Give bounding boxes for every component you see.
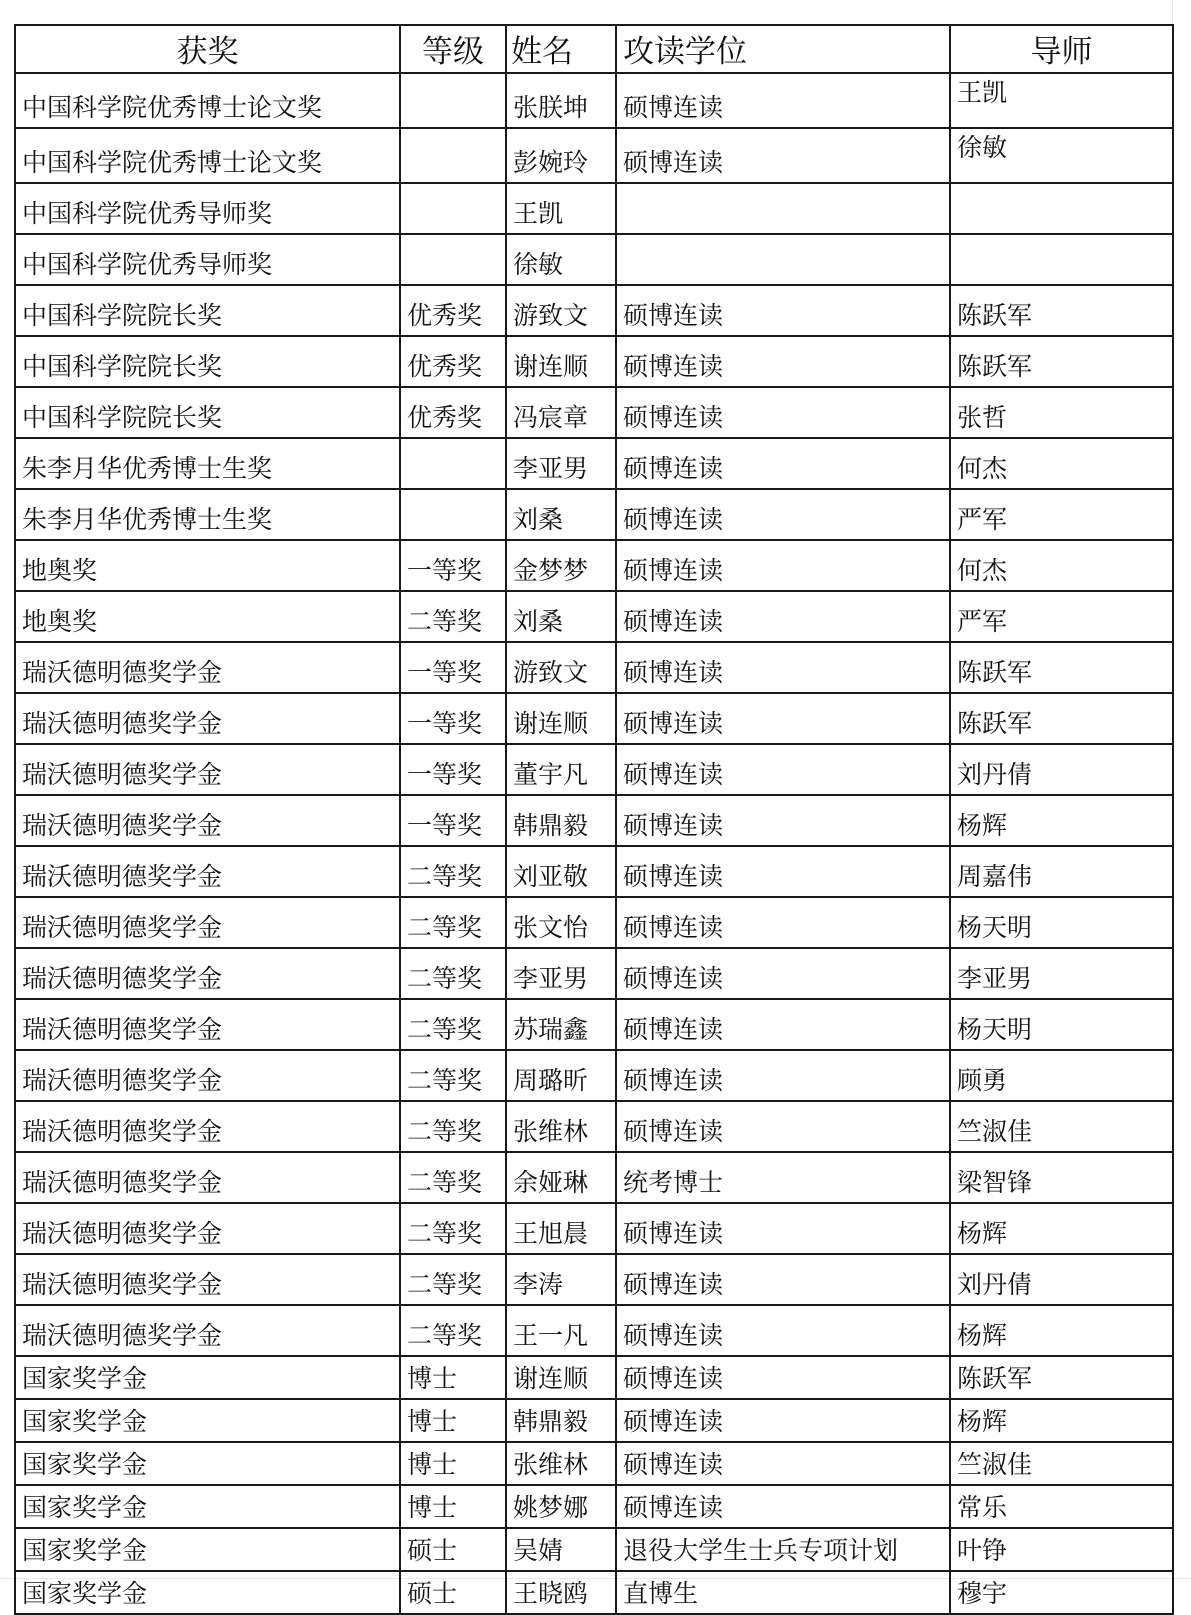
cell-advisor[interactable]: 陈跃军 <box>950 336 1173 387</box>
cell-advisor[interactable]: 周嘉伟 <box>950 846 1173 897</box>
table-row <box>15 1152 1173 1203</box>
cell-level[interactable]: 硕士 <box>400 1528 506 1571</box>
cell-award[interactable]: 国家奖学金 <box>15 1356 400 1399</box>
cell-level[interactable]: 一等奖 <box>400 642 506 693</box>
cell-name[interactable]: 张文怡 <box>506 897 616 948</box>
cell-degree[interactable]: 退役大学生士兵专项计划 <box>616 1528 950 1571</box>
cell-degree[interactable]: 硕博连读 <box>616 489 950 540</box>
cell-degree[interactable]: 直博生 <box>616 1571 950 1614</box>
cell-degree[interactable]: 硕博连读 <box>616 1442 950 1485</box>
cell-award[interactable]: 瑞沃德明德奖学金 <box>15 744 400 795</box>
cell-advisor[interactable]: 何杰 <box>950 438 1173 489</box>
cell-level[interactable]: 一等奖 <box>400 540 506 591</box>
cell-award[interactable]: 瑞沃德明德奖学金 <box>15 999 400 1050</box>
cell-level[interactable] <box>400 489 506 540</box>
cell-name[interactable]: 谢连顺 <box>506 1356 616 1399</box>
cell-award[interactable]: 中国科学院优秀导师奖 <box>15 183 400 234</box>
cell-level[interactable] <box>400 183 506 234</box>
cell-name[interactable]: 王凯 <box>506 183 616 234</box>
cell-name[interactable]: 金梦梦 <box>506 540 616 591</box>
cell-award[interactable]: 瑞沃德明德奖学金 <box>15 948 400 999</box>
table-row <box>15 795 1173 846</box>
table-row <box>15 1485 1173 1528</box>
cell-level[interactable] <box>400 128 506 183</box>
cell-award[interactable]: 朱李月华优秀博士生奖 <box>15 438 400 489</box>
table-row <box>15 1254 1173 1305</box>
cell-award[interactable]: 中国科学院院长奖 <box>15 387 400 438</box>
cell-level[interactable] <box>400 234 506 285</box>
cell-name[interactable]: 张维林 <box>506 1442 616 1485</box>
cell-level[interactable]: 博士 <box>400 1485 506 1528</box>
cell-name[interactable]: 谢连顺 <box>506 693 616 744</box>
cell-name[interactable]: 张维林 <box>506 1101 616 1152</box>
cell-advisor[interactable]: 杨天明 <box>950 999 1173 1050</box>
cell-advisor[interactable]: 穆宇 <box>950 1571 1173 1614</box>
cell-award[interactable]: 中国科学院优秀导师奖 <box>15 234 400 285</box>
cell-level[interactable]: 博士 <box>400 1399 506 1442</box>
cell-award[interactable]: 瑞沃德明德奖学金 <box>15 1101 400 1152</box>
cell-award[interactable]: 中国科学院院长奖 <box>15 336 400 387</box>
cell-advisor[interactable]: 杨辉 <box>950 1399 1173 1442</box>
cell-name[interactable]: 刘桑 <box>506 591 616 642</box>
table-row <box>15 234 1173 285</box>
cell-degree[interactable]: 硕博连读 <box>616 642 950 693</box>
table-row <box>15 1356 1173 1399</box>
cell-degree[interactable]: 硕博连读 <box>616 1305 950 1356</box>
table-row <box>15 73 1173 128</box>
header-advisor[interactable]: 导师 <box>950 25 1173 73</box>
table-row <box>15 897 1173 948</box>
awards-table <box>14 24 1174 1615</box>
cell-name[interactable]: 冯宸章 <box>506 387 616 438</box>
cell-advisor[interactable]: 杨辉 <box>950 1203 1173 1254</box>
cell-name[interactable]: 姚梦娜 <box>506 1485 616 1528</box>
cell-degree[interactable]: 硕博连读 <box>616 948 950 999</box>
cell-level[interactable] <box>400 73 506 128</box>
cell-award[interactable]: 国家奖学金 <box>15 1571 400 1614</box>
table-row <box>15 1203 1173 1254</box>
cell-award[interactable]: 中国科学院优秀博士论文奖 <box>15 73 400 128</box>
cell-award[interactable]: 瑞沃德明德奖学金 <box>15 642 400 693</box>
cell-advisor[interactable]: 严军 <box>950 489 1173 540</box>
table-row <box>15 1101 1173 1152</box>
cell-name[interactable]: 韩鼎毅 <box>506 795 616 846</box>
cell-level[interactable]: 优秀奖 <box>400 336 506 387</box>
cell-degree[interactable]: 硕博连读 <box>616 795 950 846</box>
table-row <box>15 846 1173 897</box>
cell-name[interactable]: 徐敏 <box>506 234 616 285</box>
cell-advisor[interactable]: 竺淑佳 <box>950 1101 1173 1152</box>
cell-name[interactable]: 游致文 <box>506 285 616 336</box>
header-row <box>15 25 1173 73</box>
table-row <box>15 1571 1173 1614</box>
cell-level[interactable]: 二等奖 <box>400 591 506 642</box>
cell-award[interactable]: 国家奖学金 <box>15 1528 400 1571</box>
cell-degree[interactable] <box>616 183 950 234</box>
cell-degree[interactable]: 硕博连读 <box>616 744 950 795</box>
cell-name[interactable]: 彭婉玲 <box>506 128 616 183</box>
cell-degree[interactable]: 硕博连读 <box>616 846 950 897</box>
cell-degree[interactable]: 硕博连读 <box>616 336 950 387</box>
cell-award[interactable]: 朱李月华优秀博士生奖 <box>15 489 400 540</box>
cell-degree[interactable]: 统考博士 <box>616 1152 950 1203</box>
awards-table-body <box>15 73 1173 1614</box>
cell-level[interactable]: 一等奖 <box>400 795 506 846</box>
cell-award[interactable]: 瑞沃德明德奖学金 <box>15 693 400 744</box>
cell-degree[interactable]: 硕博连读 <box>616 73 950 128</box>
cell-award[interactable]: 瑞沃德明德奖学金 <box>15 846 400 897</box>
cell-advisor[interactable]: 王凯 <box>950 73 1173 128</box>
cell-level[interactable]: 二等奖 <box>400 846 506 897</box>
cell-level[interactable]: 博士 <box>400 1356 506 1399</box>
cell-advisor[interactable]: 张哲 <box>950 387 1173 438</box>
cell-advisor[interactable] <box>950 183 1173 234</box>
cell-degree[interactable]: 硕博连读 <box>616 999 950 1050</box>
cell-advisor[interactable]: 陈跃军 <box>950 285 1173 336</box>
cell-award[interactable]: 瑞沃德明德奖学金 <box>15 1152 400 1203</box>
cell-level[interactable]: 博士 <box>400 1442 506 1485</box>
cell-level[interactable]: 二等奖 <box>400 1305 506 1356</box>
table-row <box>15 128 1173 183</box>
cell-level[interactable]: 硕士 <box>400 1571 506 1614</box>
cell-name[interactable]: 韩鼎毅 <box>506 1399 616 1442</box>
cell-degree[interactable]: 硕博连读 <box>616 1399 950 1442</box>
cell-level[interactable]: 二等奖 <box>400 1254 506 1305</box>
table-row <box>15 183 1173 234</box>
cell-degree[interactable]: 硕博连读 <box>616 1485 950 1528</box>
table-row <box>15 1528 1173 1571</box>
table-row <box>15 693 1173 744</box>
cell-advisor[interactable]: 徐敏 <box>950 128 1173 183</box>
cell-name[interactable]: 李亚男 <box>506 438 616 489</box>
cell-advisor[interactable]: 杨天明 <box>950 897 1173 948</box>
table-row <box>15 540 1173 591</box>
header-degree[interactable]: 攻读学位 <box>616 25 950 73</box>
cell-name[interactable]: 王晓鸥 <box>506 1571 616 1614</box>
cell-level[interactable]: 一等奖 <box>400 693 506 744</box>
cell-name[interactable]: 李亚男 <box>506 948 616 999</box>
cell-level[interactable]: 优秀奖 <box>400 387 506 438</box>
table-row <box>15 438 1173 489</box>
cell-degree[interactable]: 硕博连读 <box>616 1203 950 1254</box>
cell-degree[interactable]: 硕博连读 <box>616 897 950 948</box>
cell-advisor[interactable]: 刘丹倩 <box>950 744 1173 795</box>
cell-level[interactable]: 一等奖 <box>400 744 506 795</box>
cell-degree[interactable]: 硕博连读 <box>616 1356 950 1399</box>
cell-name[interactable]: 游致文 <box>506 642 616 693</box>
cell-name[interactable]: 李涛 <box>506 1254 616 1305</box>
cell-advisor[interactable]: 严军 <box>950 591 1173 642</box>
cell-name[interactable]: 吴婧 <box>506 1528 616 1571</box>
cell-advisor[interactable]: 陈跃军 <box>950 693 1173 744</box>
table-row <box>15 1399 1173 1442</box>
cell-award[interactable]: 国家奖学金 <box>15 1442 400 1485</box>
cell-level[interactable]: 二等奖 <box>400 999 506 1050</box>
cell-award[interactable]: 瑞沃德明德奖学金 <box>15 1050 400 1101</box>
cell-name[interactable]: 苏瑞鑫 <box>506 999 616 1050</box>
cell-award[interactable]: 瑞沃德明德奖学金 <box>15 1305 400 1356</box>
cell-level[interactable]: 二等奖 <box>400 1203 506 1254</box>
cell-advisor[interactable]: 陈跃军 <box>950 1356 1173 1399</box>
cell-level[interactable]: 二等奖 <box>400 1152 506 1203</box>
table-row <box>15 1305 1173 1356</box>
cell-degree[interactable]: 硕博连读 <box>616 438 950 489</box>
cell-name[interactable]: 王一凡 <box>506 1305 616 1356</box>
cell-name[interactable]: 谢连顺 <box>506 336 616 387</box>
cell-degree[interactable] <box>616 234 950 285</box>
cell-advisor[interactable]: 常乐 <box>950 1485 1173 1528</box>
cell-advisor[interactable] <box>950 234 1173 285</box>
cell-advisor[interactable]: 杨辉 <box>950 1305 1173 1356</box>
cell-degree[interactable]: 硕博连读 <box>616 1101 950 1152</box>
table-row <box>15 999 1173 1050</box>
cell-degree[interactable]: 硕博连读 <box>616 591 950 642</box>
cell-level[interactable] <box>400 438 506 489</box>
cell-degree[interactable]: 硕博连读 <box>616 128 950 183</box>
cell-award[interactable]: 国家奖学金 <box>15 1399 400 1442</box>
cell-level[interactable]: 二等奖 <box>400 1101 506 1152</box>
cell-degree[interactable]: 硕博连读 <box>616 387 950 438</box>
table-row <box>15 387 1173 438</box>
cell-award[interactable]: 国家奖学金 <box>15 1485 400 1528</box>
cell-level[interactable]: 优秀奖 <box>400 285 506 336</box>
header-level[interactable]: 等级 <box>400 25 506 73</box>
table-row <box>15 1442 1173 1485</box>
cell-degree[interactable]: 硕博连读 <box>616 540 950 591</box>
cell-degree[interactable]: 硕博连读 <box>616 1254 950 1305</box>
cell-degree[interactable]: 硕博连读 <box>616 1050 950 1101</box>
cell-award[interactable]: 地奥奖 <box>15 540 400 591</box>
cell-advisor[interactable]: 梁智锋 <box>950 1152 1173 1203</box>
cell-level[interactable]: 二等奖 <box>400 1050 506 1101</box>
cell-level[interactable]: 二等奖 <box>400 948 506 999</box>
cell-name[interactable]: 余娅琳 <box>506 1152 616 1203</box>
cell-name[interactable]: 周璐昕 <box>506 1050 616 1101</box>
table-row <box>15 285 1173 336</box>
cell-award[interactable]: 中国科学院院长奖 <box>15 285 400 336</box>
cell-degree[interactable]: 硕博连读 <box>616 285 950 336</box>
cell-advisor[interactable]: 刘丹倩 <box>950 1254 1173 1305</box>
header-award[interactable]: 获奖 <box>15 25 400 73</box>
cell-award[interactable]: 瑞沃德明德奖学金 <box>15 897 400 948</box>
cell-name[interactable]: 董宇凡 <box>506 744 616 795</box>
table-row <box>15 336 1173 387</box>
cell-name[interactable]: 张朕坤 <box>506 73 616 128</box>
cell-level[interactable]: 二等奖 <box>400 897 506 948</box>
cell-award[interactable]: 中国科学院优秀博士论文奖 <box>15 128 400 183</box>
cell-advisor[interactable]: 杨辉 <box>950 795 1173 846</box>
table-row <box>15 591 1173 642</box>
table-row <box>15 744 1173 795</box>
cell-award[interactable]: 瑞沃德明德奖学金 <box>15 795 400 846</box>
table-row <box>15 642 1173 693</box>
table-row <box>15 948 1173 999</box>
cell-advisor[interactable]: 陈跃军 <box>950 642 1173 693</box>
cell-advisor[interactable]: 叶铮 <box>950 1528 1173 1571</box>
cell-name[interactable]: 王旭晨 <box>506 1203 616 1254</box>
cell-name[interactable]: 刘桑 <box>506 489 616 540</box>
cell-award[interactable]: 瑞沃德明德奖学金 <box>15 1254 400 1305</box>
cell-award[interactable]: 瑞沃德明德奖学金 <box>15 1203 400 1254</box>
cell-advisor[interactable]: 何杰 <box>950 540 1173 591</box>
cell-advisor[interactable]: 李亚男 <box>950 948 1173 999</box>
cell-advisor[interactable]: 竺淑佳 <box>950 1442 1173 1485</box>
table-row <box>15 1050 1173 1101</box>
cell-award[interactable]: 地奥奖 <box>15 591 400 642</box>
cell-advisor[interactable]: 顾勇 <box>950 1050 1173 1101</box>
header-name[interactable]: 姓名 <box>506 25 616 73</box>
cell-name[interactable]: 刘亚敬 <box>506 846 616 897</box>
table-row <box>15 489 1173 540</box>
cell-degree[interactable]: 硕博连读 <box>616 693 950 744</box>
